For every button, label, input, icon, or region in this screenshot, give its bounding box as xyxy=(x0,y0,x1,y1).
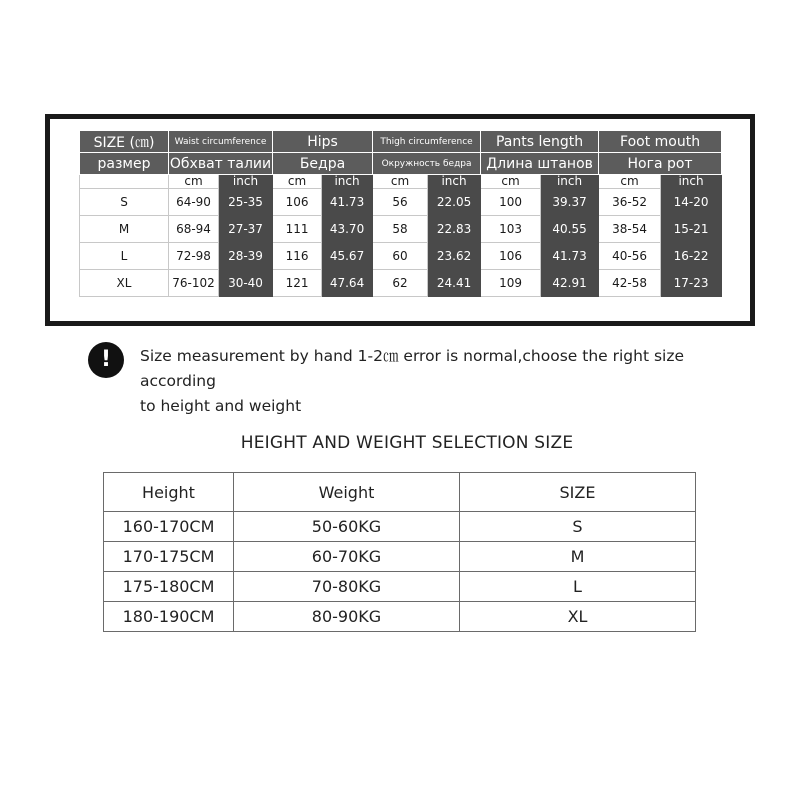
size-row-l xyxy=(80,243,722,270)
foot-inch: 17-23 xyxy=(661,270,722,297)
hw-weight: 50-60KG xyxy=(234,512,460,542)
unit-blank xyxy=(80,175,169,189)
size-row-s xyxy=(80,189,722,216)
header-foot-mouth: Foot mouth xyxy=(599,131,722,153)
foot-cm: 36-52 xyxy=(599,189,661,216)
hw-height: 175-180CM xyxy=(104,572,234,602)
header-thigh: Thigh circumference xyxy=(373,131,481,153)
waist-cm: 64-90 xyxy=(169,189,219,216)
hw-size: L xyxy=(460,572,696,602)
hw-row xyxy=(104,542,696,572)
hips-inch: 45.67 xyxy=(322,243,373,270)
header-hips-ru: Бедра xyxy=(273,153,373,175)
size-row-m xyxy=(80,216,722,243)
foot-inch: 16-22 xyxy=(661,243,722,270)
hips-inch: 41.73 xyxy=(322,189,373,216)
hw-height: 170-175CM xyxy=(104,542,234,572)
size-label: M xyxy=(80,216,169,243)
foot-cm: 38-54 xyxy=(599,216,661,243)
unit-cm: cm xyxy=(273,175,322,189)
hw-section-title: HEIGHT AND WEIGHT SELECTION SIZE xyxy=(240,433,574,453)
hw-header-row xyxy=(104,473,696,512)
length-inch: 39.37 xyxy=(541,189,599,216)
waist-inch: 30-40 xyxy=(219,270,273,297)
notice-line-2: to height and weight xyxy=(140,397,302,415)
length-cm: 109 xyxy=(481,270,541,297)
hw-row xyxy=(104,572,696,602)
waist-cm: 76-102 xyxy=(169,270,219,297)
unit-cm: cm xyxy=(169,175,219,189)
hips-cm: 106 xyxy=(273,189,322,216)
notice-text xyxy=(140,344,760,419)
hips-cm: 116 xyxy=(273,243,322,270)
waist-inch: 27-37 xyxy=(219,216,273,243)
hw-header-size: SIZE xyxy=(460,473,696,512)
header-pants-length-ru: Длина штанов xyxy=(481,153,599,175)
thigh-inch: 24.41 xyxy=(428,270,481,297)
hw-height: 160-170CM xyxy=(104,512,234,542)
thigh-cm: 56 xyxy=(373,189,428,216)
unit-inch: inch xyxy=(428,175,481,189)
hw-row xyxy=(104,602,696,632)
header-foot-mouth-ru: Нога рот xyxy=(599,153,722,175)
length-inch: 42.91 xyxy=(541,270,599,297)
hips-inch: 47.64 xyxy=(322,270,373,297)
hw-row xyxy=(104,512,696,542)
foot-inch: 15-21 xyxy=(661,216,722,243)
hips-inch: 43.70 xyxy=(322,216,373,243)
header-pants-length: Pants length xyxy=(481,131,599,153)
header-row-english xyxy=(80,131,722,153)
header-row-russian xyxy=(80,153,722,175)
waist-cm: 72-98 xyxy=(169,243,219,270)
thigh-inch: 23.62 xyxy=(428,243,481,270)
unit-inch: inch xyxy=(322,175,373,189)
hw-height: 180-190CM xyxy=(104,602,234,632)
unit-cm: cm xyxy=(373,175,428,189)
hw-weight: 80-90KG xyxy=(234,602,460,632)
thigh-inch: 22.05 xyxy=(428,189,481,216)
hw-size: M xyxy=(460,542,696,572)
unit-inch: inch xyxy=(661,175,722,189)
hips-cm: 121 xyxy=(273,270,322,297)
waist-inch: 25-35 xyxy=(219,189,273,216)
hips-cm: 111 xyxy=(273,216,322,243)
foot-inch: 14-20 xyxy=(661,189,722,216)
size-label: S xyxy=(80,189,169,216)
size-row-xl xyxy=(80,270,722,297)
unit-cm: cm xyxy=(599,175,661,189)
header-waist-ru: Обхват талии xyxy=(169,153,273,175)
length-inch: 41.73 xyxy=(541,243,599,270)
hw-header-weight: Weight xyxy=(234,473,460,512)
size-chart-table xyxy=(79,130,722,297)
unit-inch: inch xyxy=(219,175,273,189)
hw-weight: 60-70KG xyxy=(234,542,460,572)
length-cm: 103 xyxy=(481,216,541,243)
header-size-ru: размер xyxy=(80,153,169,175)
unit-inch: inch xyxy=(541,175,599,189)
size-chart-frame xyxy=(45,114,755,326)
foot-cm: 40-56 xyxy=(599,243,661,270)
hw-size: XL xyxy=(460,602,696,632)
length-inch: 40.55 xyxy=(541,216,599,243)
thigh-cm: 60 xyxy=(373,243,428,270)
hw-weight: 70-80KG xyxy=(234,572,460,602)
header-waist: Waist circumference xyxy=(169,131,273,153)
thigh-cm: 62 xyxy=(373,270,428,297)
unit-cm: cm xyxy=(481,175,541,189)
thigh-inch: 22.83 xyxy=(428,216,481,243)
header-thigh-ru: Окружность бедра xyxy=(373,153,481,175)
exclamation-icon: ! xyxy=(88,342,124,378)
header-size: SIZE (㎝) xyxy=(80,131,169,153)
hw-header-height: Height xyxy=(104,473,234,512)
thigh-cm: 58 xyxy=(373,216,428,243)
hw-size: S xyxy=(460,512,696,542)
size-label: L xyxy=(80,243,169,270)
size-label: XL xyxy=(80,270,169,297)
waist-cm: 68-94 xyxy=(169,216,219,243)
length-cm: 106 xyxy=(481,243,541,270)
hw-table xyxy=(103,472,696,632)
waist-inch: 28-39 xyxy=(219,243,273,270)
unit-row xyxy=(80,175,722,189)
foot-cm: 42-58 xyxy=(599,270,661,297)
notice-line-1: Size measurement by hand 1-2㎝ error is normal,choose the right size according xyxy=(140,347,685,390)
length-cm: 100 xyxy=(481,189,541,216)
header-hips: Hips xyxy=(273,131,373,153)
